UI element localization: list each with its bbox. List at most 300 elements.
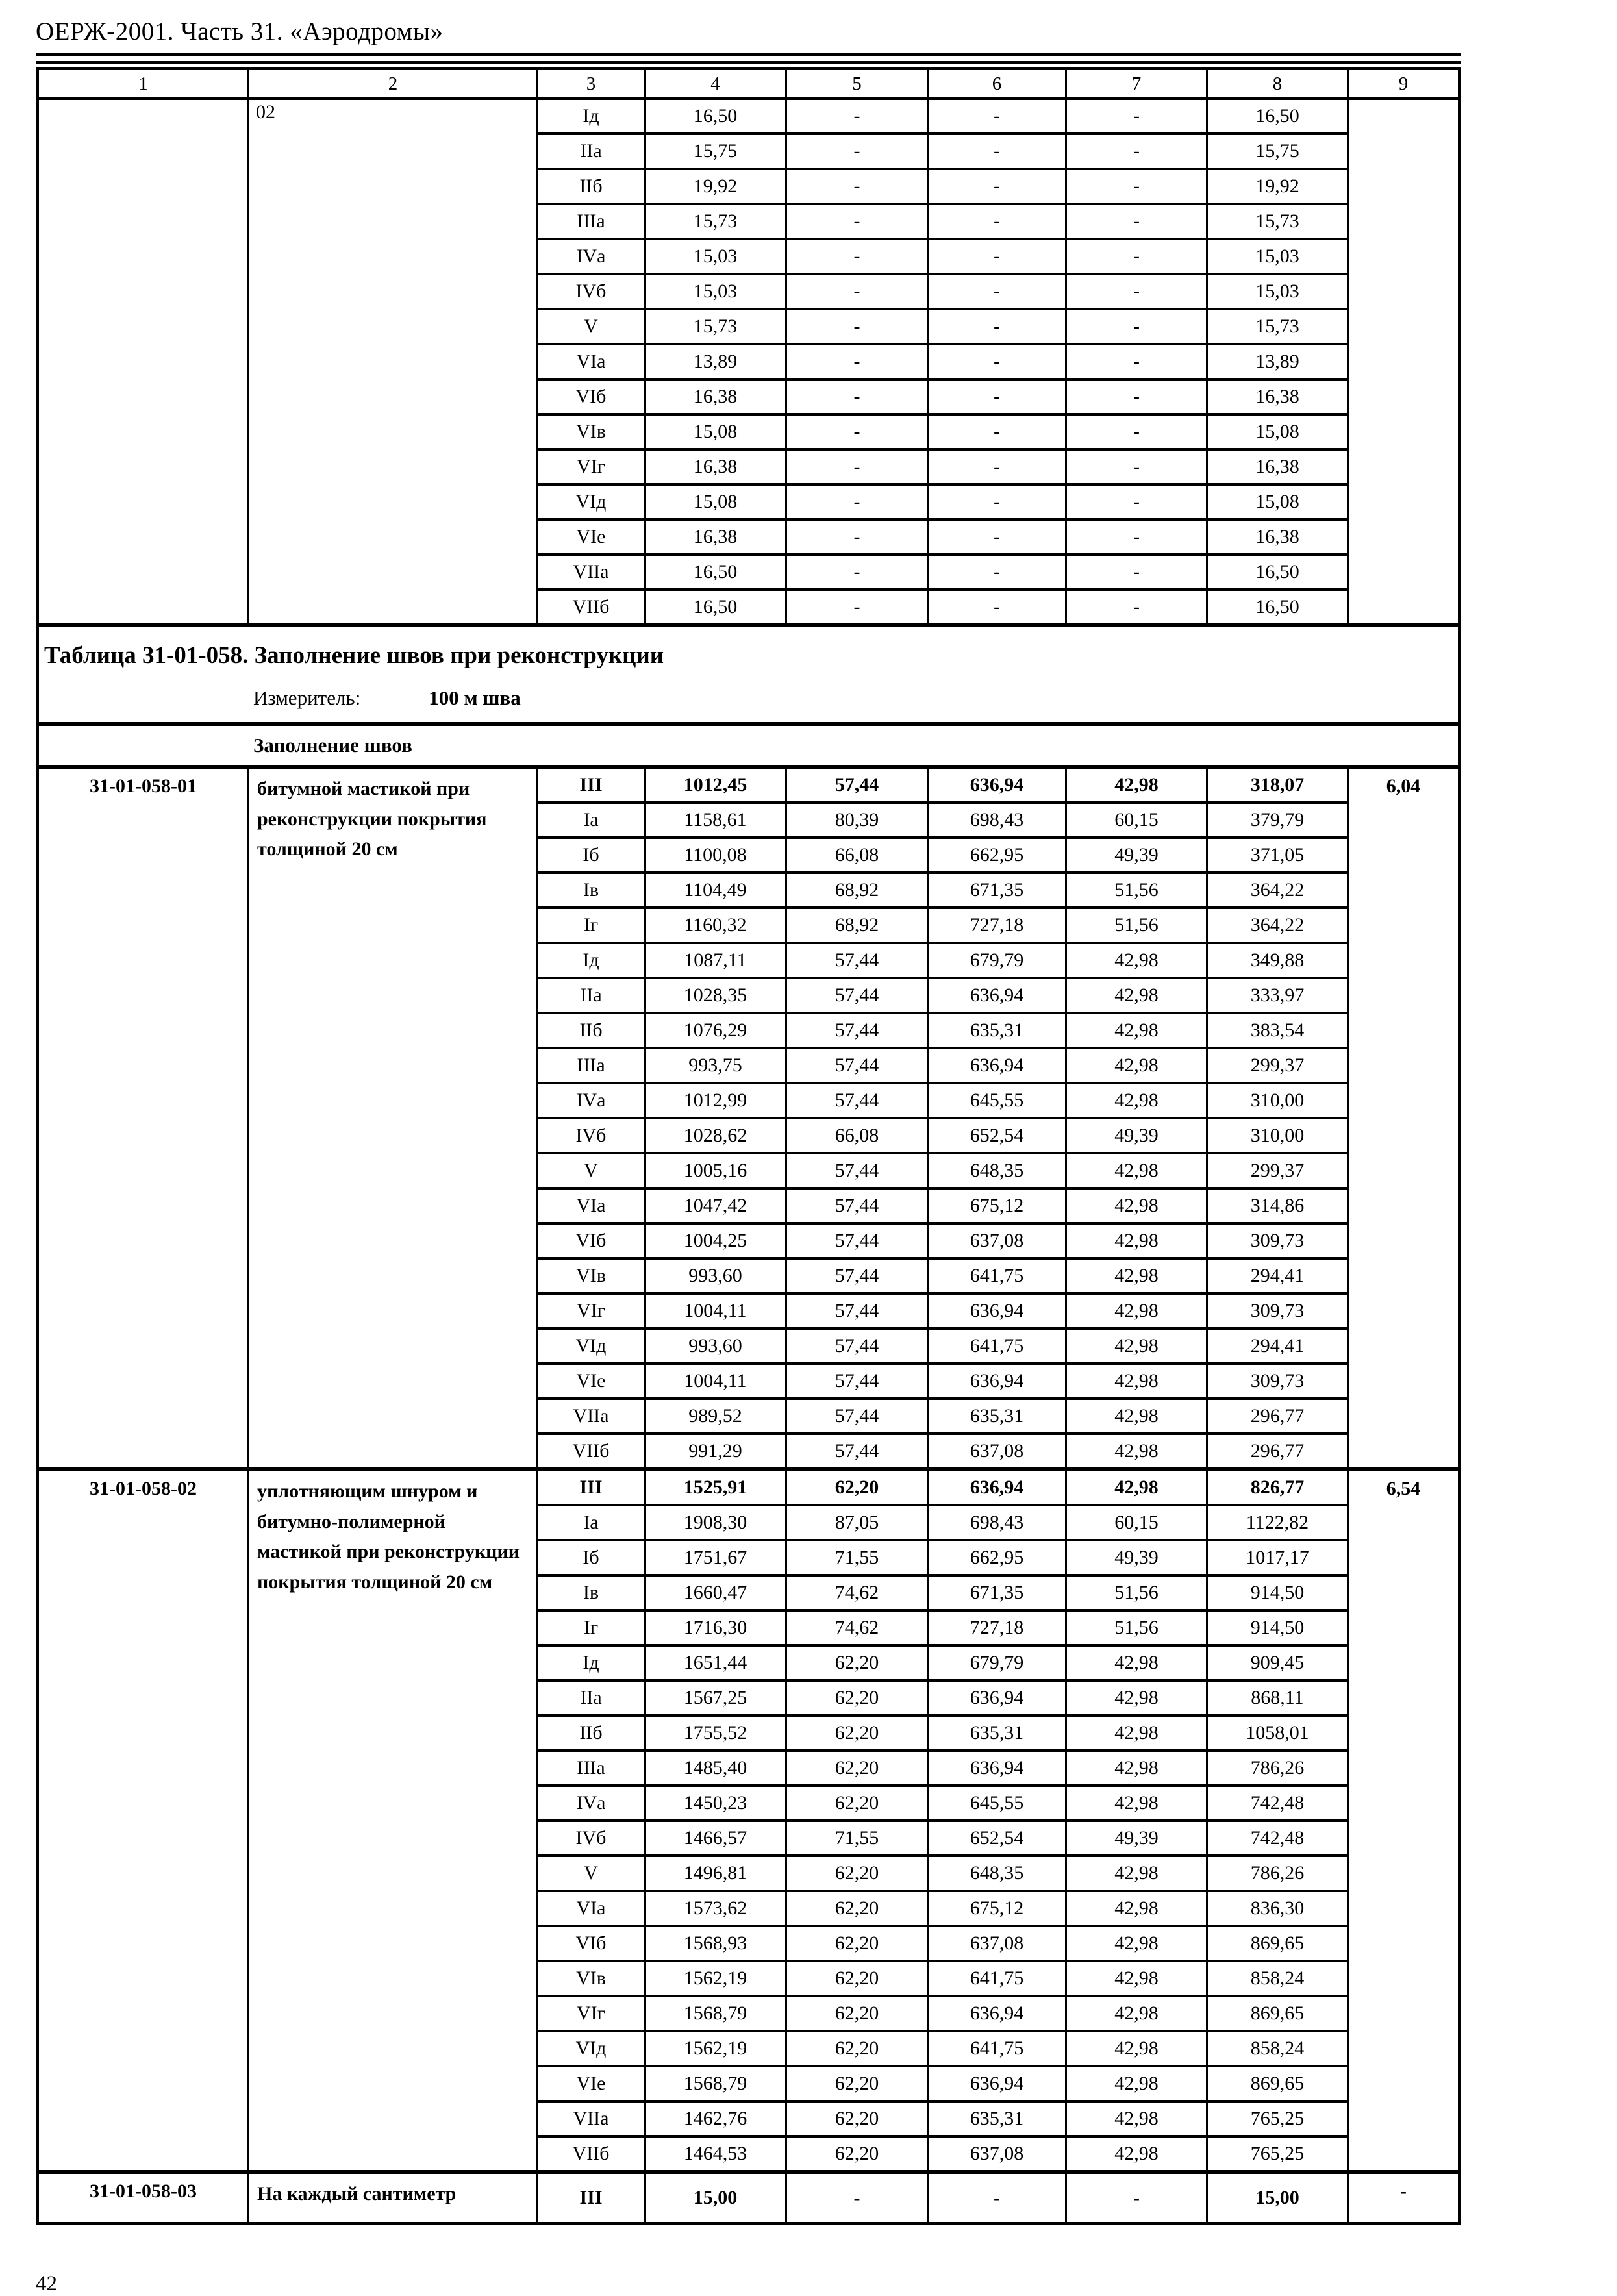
zone-cell: III	[538, 767, 645, 803]
value-cell: 15,08	[1207, 414, 1348, 449]
value-cell: 310,00	[1207, 1083, 1348, 1118]
zone-cell: VIIа	[538, 555, 645, 590]
value-cell: 42,98	[1066, 1680, 1207, 1716]
value-cell: 698,43	[928, 803, 1066, 838]
value-cell: -	[786, 2172, 928, 2224]
value-cell: 742,48	[1207, 1786, 1348, 1821]
value-cell: 637,08	[928, 1223, 1066, 1258]
value-cell: 71,55	[786, 1540, 928, 1575]
value-cell: 349,88	[1207, 943, 1348, 978]
value-cell: 636,94	[928, 1751, 1066, 1786]
value-cell: 42,98	[1066, 978, 1207, 1013]
value-cell: -	[1066, 555, 1207, 590]
value-cell: 991,29	[645, 1434, 786, 1469]
value-cell: 62,20	[786, 1716, 928, 1751]
value-cell: 1058,01	[1207, 1716, 1348, 1751]
value-cell: 57,44	[786, 1083, 928, 1118]
zone-cell: VIе	[538, 1364, 645, 1399]
value-cell: 1122,82	[1207, 1505, 1348, 1540]
value-cell: 636,94	[928, 1364, 1066, 1399]
value-cell: 1562,19	[645, 1961, 786, 1996]
zone-cell: Iа	[538, 1505, 645, 1540]
value-cell: 310,00	[1207, 1118, 1348, 1153]
value-cell: -	[786, 169, 928, 204]
value-cell: 671,35	[928, 873, 1066, 908]
value-cell: -	[928, 169, 1066, 204]
value-cell: 42,98	[1066, 1399, 1207, 1434]
value-cell: 294,41	[1207, 1258, 1348, 1293]
value-cell: 379,79	[1207, 803, 1348, 838]
value-cell: 635,31	[928, 2101, 1066, 2136]
value-cell: 57,44	[786, 1364, 928, 1399]
value-cell: 671,35	[928, 1575, 1066, 1610]
zone-cell: IVа	[538, 239, 645, 274]
column-header-cell: 4	[645, 69, 786, 99]
zone-cell: Iд	[538, 943, 645, 978]
value-cell: 16,50	[645, 99, 786, 134]
zone-cell: VIIа	[538, 2101, 645, 2136]
table-title-row	[38, 625, 1460, 682]
value-cell: 15,73	[1207, 204, 1348, 239]
factor-cell: 6,04	[1348, 767, 1460, 1469]
zone-cell: VIг	[538, 1293, 645, 1329]
value-cell: 636,94	[928, 1048, 1066, 1083]
value-cell: 1462,76	[645, 2101, 786, 2136]
value-cell: -	[786, 484, 928, 519]
value-cell: -	[1066, 344, 1207, 379]
value-cell: 742,48	[1207, 1821, 1348, 1856]
zone-cell: VIIб	[538, 590, 645, 625]
value-cell: 57,44	[786, 1223, 928, 1258]
value-cell: 42,98	[1066, 1926, 1207, 1961]
zone-cell: VIг	[538, 449, 645, 484]
table-row	[38, 99, 1460, 134]
value-cell: 364,22	[1207, 908, 1348, 943]
value-cell: 57,44	[786, 1399, 928, 1434]
value-cell: 1464,53	[645, 2136, 786, 2172]
value-cell: 19,92	[645, 169, 786, 204]
column-header-cell: 6	[928, 69, 1066, 99]
zone-cell: IIб	[538, 1716, 645, 1751]
value-cell: 993,75	[645, 1048, 786, 1083]
value-cell: -	[928, 590, 1066, 625]
value-cell: 1047,42	[645, 1188, 786, 1223]
value-cell: 637,08	[928, 2136, 1066, 2172]
value-cell: 309,73	[1207, 1364, 1348, 1399]
zone-cell: VIв	[538, 414, 645, 449]
zone-cell: VIб	[538, 1926, 645, 1961]
zone-cell: VIв	[538, 1258, 645, 1293]
value-cell: 42,98	[1066, 2101, 1207, 2136]
value-cell: -	[786, 204, 928, 239]
value-cell: -	[1066, 274, 1207, 309]
value-cell: 765,25	[1207, 2101, 1348, 2136]
zone-cell: VIе	[538, 519, 645, 555]
value-cell: 1567,25	[645, 1680, 786, 1716]
value-cell: 57,44	[786, 1258, 928, 1293]
value-cell: 1076,29	[645, 1013, 786, 1048]
value-cell: 636,94	[928, 1680, 1066, 1716]
value-cell: 648,35	[928, 1153, 1066, 1188]
value-cell: 309,73	[1207, 1223, 1348, 1258]
value-cell: 62,20	[786, 1961, 928, 1996]
value-cell: 1908,30	[645, 1505, 786, 1540]
value-cell: 74,62	[786, 1610, 928, 1645]
value-cell: 68,92	[786, 873, 928, 908]
value-cell: -	[786, 274, 928, 309]
value-cell: 1004,11	[645, 1293, 786, 1329]
zone-cell: VIд	[538, 2031, 645, 2066]
value-cell: 645,55	[928, 1786, 1066, 1821]
page-number: 42	[36, 2272, 57, 2295]
value-cell: -	[1066, 590, 1207, 625]
value-cell: 42,98	[1066, 2031, 1207, 2066]
zone-cell: Iб	[538, 838, 645, 873]
value-cell: 16,38	[1207, 449, 1348, 484]
value-cell: 299,37	[1207, 1153, 1348, 1188]
value-cell: 1012,45	[645, 767, 786, 803]
value-cell: -	[1066, 99, 1207, 134]
value-cell: 1755,52	[645, 1716, 786, 1751]
zone-cell: IVб	[538, 1821, 645, 1856]
zone-cell: IIб	[538, 1013, 645, 1048]
value-cell: 1496,81	[645, 1856, 786, 1891]
document-header: ОЕРЖ-2001. Часть 31. «Аэродромы»	[36, 18, 444, 45]
group-header-cell: Заполнение швов	[38, 724, 1460, 767]
value-cell: -	[928, 379, 1066, 414]
value-cell: 57,44	[786, 1434, 928, 1469]
value-cell: 636,94	[928, 2066, 1066, 2101]
value-cell: 16,50	[645, 590, 786, 625]
value-cell: 635,31	[928, 1716, 1066, 1751]
value-cell: 15,75	[1207, 134, 1348, 169]
value-cell: -	[1066, 309, 1207, 344]
value-cell: 1651,44	[645, 1645, 786, 1680]
zone-cell: VIб	[538, 379, 645, 414]
value-cell: 869,65	[1207, 2066, 1348, 2101]
value-cell: 57,44	[786, 1013, 928, 1048]
value-cell: -	[1066, 239, 1207, 274]
value-cell: -	[928, 2172, 1066, 2224]
value-cell: 1017,17	[1207, 1540, 1348, 1575]
value-cell: -	[928, 519, 1066, 555]
value-cell: 1485,40	[645, 1751, 786, 1786]
value-cell: 16,38	[645, 449, 786, 484]
value-cell: -	[928, 344, 1066, 379]
zone-cell: IVб	[538, 1118, 645, 1153]
zone-cell: Iд	[538, 1645, 645, 1680]
zone-cell: IIа	[538, 978, 645, 1013]
value-cell: 49,39	[1066, 838, 1207, 873]
value-cell: 645,55	[928, 1083, 1066, 1118]
value-cell: 66,08	[786, 838, 928, 873]
value-cell: 296,77	[1207, 1434, 1348, 1469]
zone-cell: IVа	[538, 1786, 645, 1821]
value-cell: 42,98	[1066, 1751, 1207, 1786]
value-cell: 1568,93	[645, 1926, 786, 1961]
zone-cell: IIIа	[538, 1048, 645, 1083]
double-rule	[36, 53, 1461, 64]
value-cell: 636,94	[928, 767, 1066, 803]
value-cell: -	[928, 449, 1066, 484]
value-cell: 57,44	[786, 1048, 928, 1083]
code-cell: 31-01-058-01	[38, 767, 249, 1469]
zone-cell: VIа	[538, 1188, 645, 1223]
zone-cell: III	[538, 1469, 645, 1505]
column-header-cell: 8	[1207, 69, 1348, 99]
value-cell: 679,79	[928, 1645, 1066, 1680]
value-cell: 1100,08	[645, 838, 786, 873]
value-cell: 869,65	[1207, 1996, 1348, 2031]
zone-cell: VIг	[538, 1996, 645, 2031]
value-cell: 42,98	[1066, 1223, 1207, 1258]
value-cell: -	[928, 274, 1066, 309]
value-cell: 62,20	[786, 1469, 928, 1505]
zone-cell: VIа	[538, 1891, 645, 1926]
value-cell: 15,75	[645, 134, 786, 169]
value-cell: 636,94	[928, 978, 1066, 1013]
description-cell: уплотняющим шнуром и битумно-полимерной мастикой при реконструкции покрытия толщиной 20 см	[249, 1469, 538, 2172]
value-cell: 74,62	[786, 1575, 928, 1610]
value-cell: 1568,79	[645, 2066, 786, 2101]
zone-cell: IVб	[538, 274, 645, 309]
value-cell: -	[1066, 414, 1207, 449]
value-cell: 333,97	[1207, 978, 1348, 1013]
zone-cell: Iг	[538, 1610, 645, 1645]
zone-cell: VIа	[538, 344, 645, 379]
value-cell: 652,54	[928, 1118, 1066, 1153]
value-cell: 641,75	[928, 1329, 1066, 1364]
table-title-cell: Таблица 31-01-058. Заполнение швов при реконструкции	[38, 625, 1460, 682]
value-cell: 993,60	[645, 1329, 786, 1364]
value-cell: 68,92	[786, 908, 928, 943]
value-cell: 42,98	[1066, 1048, 1207, 1083]
value-cell: -	[786, 449, 928, 484]
value-cell: 1028,35	[645, 978, 786, 1013]
value-cell: 15,73	[645, 309, 786, 344]
table-row	[38, 1469, 1460, 1505]
code-cell: 31-01-058-02	[38, 1469, 249, 2172]
value-cell: 42,98	[1066, 2066, 1207, 2101]
value-cell: 1012,99	[645, 1083, 786, 1118]
description-cell: На каждый сантиметр	[249, 2172, 538, 2224]
value-cell: 42,98	[1066, 1013, 1207, 1048]
value-cell: 1751,67	[645, 1540, 786, 1575]
zone-cell: VIIб	[538, 2136, 645, 2172]
value-cell: 1562,19	[645, 2031, 786, 2066]
value-cell: 49,39	[1066, 1821, 1207, 1856]
value-cell: -	[786, 414, 928, 449]
zone-cell: Iв	[538, 873, 645, 908]
value-cell: -	[1066, 204, 1207, 239]
zone-cell: VIв	[538, 1961, 645, 1996]
value-cell: 42,98	[1066, 1188, 1207, 1223]
column-header-cell: 5	[786, 69, 928, 99]
value-cell: 641,75	[928, 1961, 1066, 1996]
value-cell: 16,50	[645, 555, 786, 590]
value-cell: 1005,16	[645, 1153, 786, 1188]
value-cell: 42,98	[1066, 1258, 1207, 1293]
value-cell: 57,44	[786, 1188, 928, 1223]
value-cell: 989,52	[645, 1399, 786, 1434]
value-cell: 1466,57	[645, 1821, 786, 1856]
value-cell: -	[1066, 484, 1207, 519]
value-cell: 60,15	[1066, 803, 1207, 838]
value-cell: 42,98	[1066, 1996, 1207, 2031]
empty-col9-cell	[1348, 99, 1460, 625]
zone-cell: VIб	[538, 1223, 645, 1258]
zone-cell: VIд	[538, 484, 645, 519]
value-cell: 62,20	[786, 2101, 928, 2136]
value-cell: 16,50	[1207, 590, 1348, 625]
item-number-cell: 02	[249, 99, 538, 625]
value-cell: 42,98	[1066, 1083, 1207, 1118]
value-cell: 836,30	[1207, 1891, 1348, 1926]
zone-cell: VIIб	[538, 1434, 645, 1469]
value-cell: 1087,11	[645, 943, 786, 978]
value-cell: 62,20	[786, 1891, 928, 1926]
value-cell: 1716,30	[645, 1610, 786, 1645]
code-cell: 31-01-058-03	[38, 2172, 249, 2224]
value-cell: 42,98	[1066, 1856, 1207, 1891]
value-cell: 909,45	[1207, 1645, 1348, 1680]
zone-cell: IIIа	[538, 204, 645, 239]
value-cell: 371,05	[1207, 838, 1348, 873]
value-cell: 858,24	[1207, 1961, 1348, 1996]
value-cell: 80,39	[786, 803, 928, 838]
value-cell: 294,41	[1207, 1329, 1348, 1364]
column-header-cell: 2	[249, 69, 538, 99]
zone-cell: VIIа	[538, 1399, 645, 1434]
value-cell: 62,20	[786, 2136, 928, 2172]
value-cell: 914,50	[1207, 1575, 1348, 1610]
value-cell: -	[928, 555, 1066, 590]
value-cell: 42,98	[1066, 1153, 1207, 1188]
value-cell: 62,20	[786, 1996, 928, 2031]
value-cell: 62,20	[786, 2031, 928, 2066]
column-header-cell: 7	[1066, 69, 1207, 99]
value-cell: 637,08	[928, 1926, 1066, 1961]
value-cell: 318,07	[1207, 767, 1348, 803]
value-cell: 364,22	[1207, 873, 1348, 908]
value-cell: 13,89	[645, 344, 786, 379]
description-cell: битумной мастикой при реконструкции покрытия толщиной 20 см	[249, 767, 538, 1469]
value-cell: 49,39	[1066, 1540, 1207, 1575]
value-cell: 60,15	[1066, 1505, 1207, 1540]
value-cell: -	[786, 344, 928, 379]
value-cell: 57,44	[786, 1329, 928, 1364]
meter-cell	[38, 682, 1460, 724]
value-cell: 15,73	[1207, 309, 1348, 344]
value-cell: -	[786, 134, 928, 169]
value-cell: 71,55	[786, 1821, 928, 1856]
zone-cell: VIд	[538, 1329, 645, 1364]
zone-cell: IIа	[538, 134, 645, 169]
zone-cell: IIIа	[538, 1751, 645, 1786]
value-cell: 51,56	[1066, 1575, 1207, 1610]
value-cell: 57,44	[786, 978, 928, 1013]
value-cell: 641,75	[928, 2031, 1066, 2066]
value-cell: 727,18	[928, 908, 1066, 943]
value-cell: 15,08	[645, 414, 786, 449]
value-cell: 62,20	[786, 1926, 928, 1961]
value-cell: 51,56	[1066, 873, 1207, 908]
value-cell: -	[928, 134, 1066, 169]
zone-cell: V	[538, 1153, 645, 1188]
value-cell: 383,54	[1207, 1013, 1348, 1048]
value-cell: 62,20	[786, 1751, 928, 1786]
value-cell: 648,35	[928, 1856, 1066, 1891]
value-cell: 1158,61	[645, 803, 786, 838]
column-header-cell: 9	[1348, 69, 1460, 99]
meter-row	[38, 682, 1460, 724]
value-cell: 57,44	[786, 1293, 928, 1329]
value-cell: -	[1066, 2172, 1207, 2224]
value-cell: 662,95	[928, 1540, 1066, 1575]
value-cell: 296,77	[1207, 1399, 1348, 1434]
value-cell: -	[786, 590, 928, 625]
value-cell: 765,25	[1207, 2136, 1348, 2172]
value-cell: 42,98	[1066, 1891, 1207, 1926]
value-cell: 62,20	[786, 2066, 928, 2101]
value-cell: 16,38	[1207, 379, 1348, 414]
value-cell: 57,44	[786, 943, 928, 978]
value-cell: -	[1066, 134, 1207, 169]
value-cell: 15,00	[1207, 2172, 1348, 2224]
zone-cell: VIе	[538, 2066, 645, 2101]
value-cell: 42,98	[1066, 1469, 1207, 1505]
value-cell: 42,98	[1066, 767, 1207, 803]
empty-col1-cell	[38, 99, 249, 625]
value-cell: 675,12	[928, 1188, 1066, 1223]
zone-cell: V	[538, 1856, 645, 1891]
zone-cell: Iа	[538, 803, 645, 838]
value-cell: 637,08	[928, 1434, 1066, 1469]
value-cell: 15,73	[645, 204, 786, 239]
value-cell: 51,56	[1066, 908, 1207, 943]
value-cell: 42,98	[1066, 1645, 1207, 1680]
value-cell: 19,92	[1207, 169, 1348, 204]
value-cell: 1525,91	[645, 1469, 786, 1505]
value-cell: 16,38	[645, 379, 786, 414]
estimate-table-body	[38, 69, 1460, 2224]
value-cell: 675,12	[928, 1891, 1066, 1926]
value-cell: -	[928, 204, 1066, 239]
value-cell: -	[928, 414, 1066, 449]
value-cell: 15,00	[645, 2172, 786, 2224]
column-header-row	[38, 69, 1460, 99]
value-cell: 662,95	[928, 838, 1066, 873]
value-cell: 42,98	[1066, 1716, 1207, 1751]
zone-cell: III	[538, 2172, 645, 2224]
value-cell: 42,98	[1066, 1961, 1207, 1996]
value-cell: -	[786, 555, 928, 590]
value-cell: 826,77	[1207, 1469, 1348, 1505]
value-cell: -	[928, 239, 1066, 274]
value-cell: -	[786, 309, 928, 344]
zone-cell: IVа	[538, 1083, 645, 1118]
factor-cell: 6,54	[1348, 1469, 1460, 2172]
value-cell: 309,73	[1207, 1293, 1348, 1329]
value-cell: 42,98	[1066, 1434, 1207, 1469]
value-cell: 786,26	[1207, 1856, 1348, 1891]
value-cell: 15,03	[645, 274, 786, 309]
estimate-table	[36, 67, 1461, 2225]
meter-value: 100 м шва	[429, 686, 521, 709]
group-header-row	[38, 724, 1460, 767]
zone-cell: Iв	[538, 1575, 645, 1610]
value-cell: -	[786, 379, 928, 414]
